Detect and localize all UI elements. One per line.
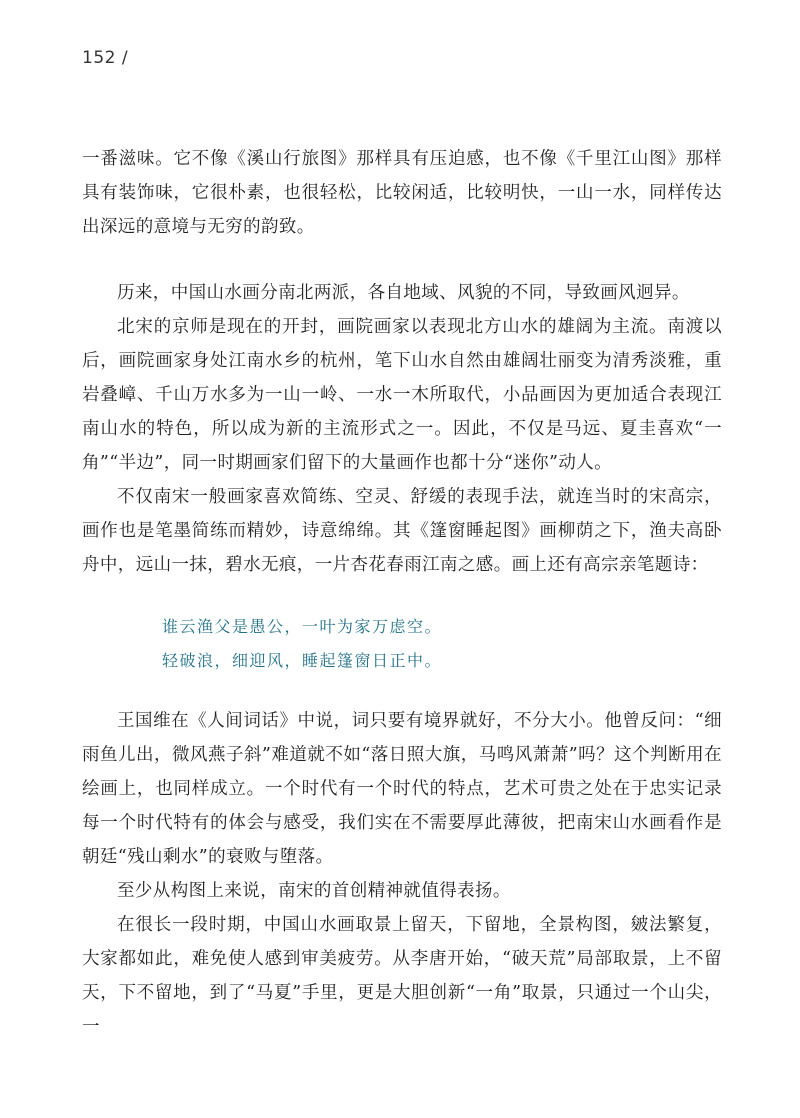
body-text (82, 142, 722, 1044)
paragraph-5: 王国维在《人间词话》中说，词只要有境界就好，不分大小。他曾反问：“细雨鱼儿出，微风燕子斜”难道就不如“落日照大旗，马鸣风萧萧”吗？这个判断用在绘画上，也同样成立。一个时代有一个时代的特点，艺术可贵之处在于忠实记录每一个时代特有的体会与感受，我们实在不需要厚此薄彼，把南宋山水画看作是朝廷“残山剩水”的衰败与堕落。 (82, 711, 722, 867)
poem-line-2: 轻破浪，细迎风，睡起篷窗日正中。 (162, 651, 443, 670)
paragraph-2: 历来，中国山水画分南北两派，各自地域、风貌的不同，导致画风迥异。 (117, 283, 690, 303)
page-number: 152 / (82, 48, 129, 68)
paragraph-6: 至少从构图上来说，南宋的首创精神就值得表扬。 (117, 881, 511, 901)
paragraph-7: 在很长一段时期，中国山水画取景上留天，下留地，全景构图，皴法繁复，大家都如此，难免使人感到审美疲劳。从李唐开始，“破天荒”局部取景，上不留天，下不留地，到了“马夏”手里，更是大胆创新“一角”取景，只通过一个山尖，一 (82, 915, 722, 1037)
poem-quote (162, 610, 722, 678)
paragraph-1: 一番滋味。它不像《溪山行旅图》那样具有压迫感，也不像《千里江山图》那样具有装饰味，它很朴素，也很轻松，比较闲适，比较明快，一山一水，同样传达出深远的意境与无穷的韵致。 (82, 149, 722, 237)
paragraph-3: 北宋的京师是现在的开封，画院画家以表现北方山水的雄阔为主流。南渡以后，画院画家身处江南水乡的杭州，笔下山水自然由雄阔壮丽变为清秀淡雅，重岩叠嶂、千山万水多为一山一岭、一水一木所取代，小品画因为更加适合表现江南山水的特色，所以成为新的主流形式之一。因此，不仅是马远、夏圭喜欢“一角”“半边”，同一时期画家们留下的大量画作也都十分“迷你”动人。 (82, 317, 722, 473)
paragraph-4: 不仅南宋一般画家喜欢简练、空灵、舒缓的表现手法，就连当时的宋高宗，画作也是笔墨简练而精妙，诗意绵绵。其《篷窗睡起图》画柳荫之下，渔夫高卧舟中，远山一抹，碧水无痕，一片杏花春雨江南之感。画上还有高宗亲笔题诗： (82, 487, 722, 575)
poem-line-1: 谁云渔父是愚公，一叶为家万虑空。 (162, 617, 443, 636)
